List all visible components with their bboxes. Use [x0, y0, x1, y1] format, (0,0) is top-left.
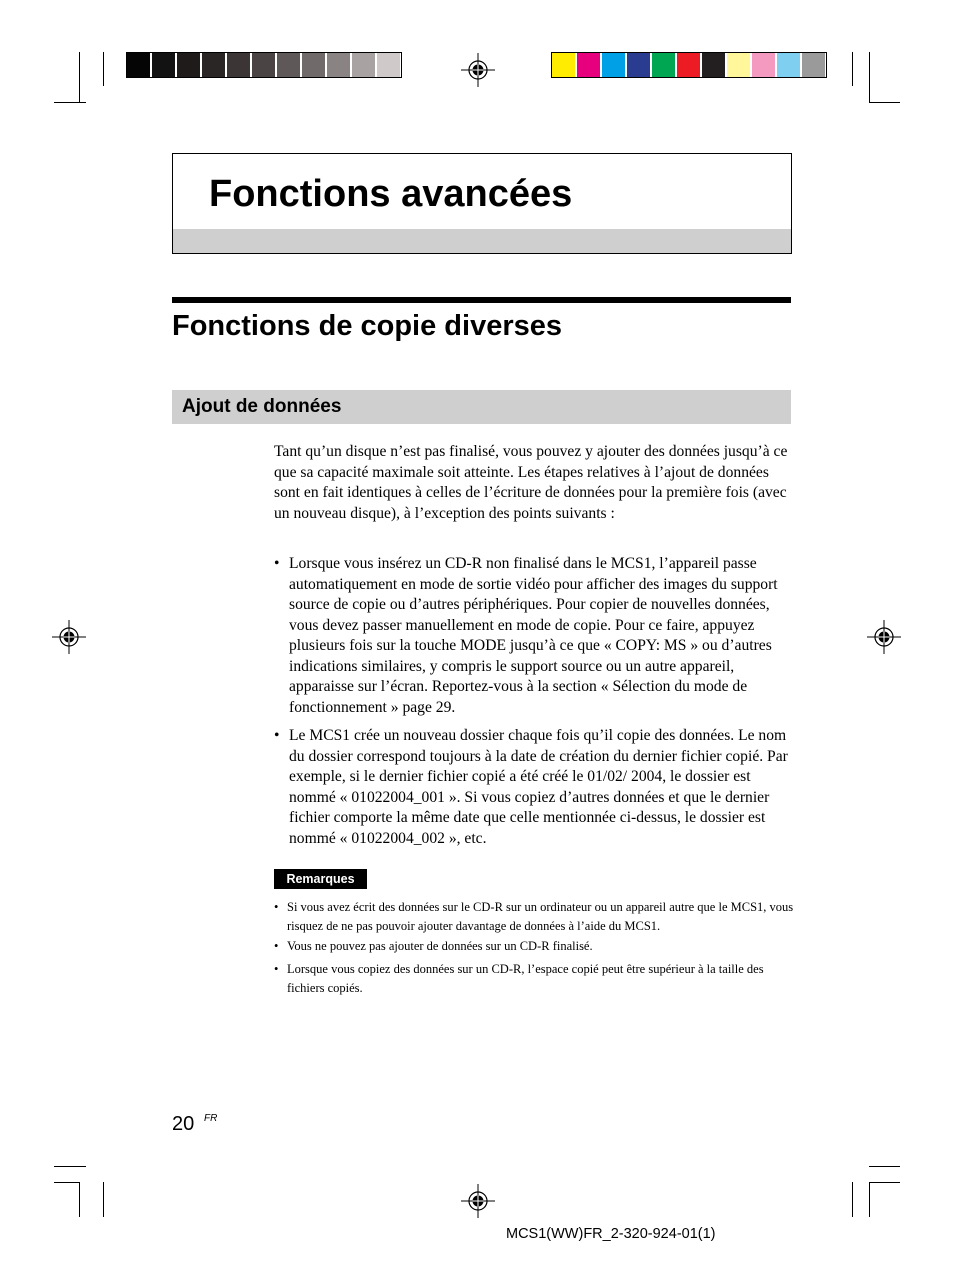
- note-text: Vous ne pouvez pas ajouter de données sur un CD-R finalisé.: [287, 939, 593, 953]
- list-item: [274, 554, 794, 718]
- bullet-icon: •: [274, 727, 280, 744]
- bullet-icon: •: [274, 939, 279, 953]
- color-swatch: [127, 53, 150, 77]
- subsection-title: Ajout de données: [182, 396, 342, 417]
- list-item: [274, 937, 798, 956]
- color-swatch: [577, 53, 600, 77]
- document-code: MCS1(WW)FR_2-320-924-01(1): [506, 1226, 716, 1242]
- color-swatch: [652, 53, 675, 77]
- color-swatch: [252, 53, 275, 77]
- color-swatch: [602, 53, 625, 77]
- intro-paragraph: Tant qu’un disque n’est pas finalisé, vous pouvez y ajouter des données jusqu’à ce que sa capacité maximale soit atteinte. Les étapes relatives à l’ajout de données sont en fait identiques à celles de l’écriture de données pour la première fois (avec un nouveau disque), à l’exception des points suivants :: [274, 443, 788, 522]
- note-text: Lorsque vous copiez des données sur un CD-R, l’espace copié peut être supérieur à la taille des fichiers copiés.: [287, 962, 764, 995]
- notes-list: [274, 960, 798, 997]
- color-swatch: [802, 53, 825, 77]
- chapter-header: [172, 153, 792, 254]
- bullet-icon: •: [274, 962, 279, 976]
- color-swatch: [202, 53, 225, 77]
- page-number: 20: [172, 1113, 195, 1135]
- subsection-header: [172, 390, 791, 424]
- chapter-band: [173, 229, 791, 253]
- page-language: FR: [204, 1113, 218, 1124]
- note-text: Si vous avez écrit des données sur le CD-R sur un ordinateur ou un appareil autre que le MCS1, vous risquez de ne pas pouvoir ajouter davantage de données à l’aide du MCS1.: [287, 900, 794, 933]
- color-swatch: [677, 53, 700, 77]
- registration-mark-icon: [461, 1184, 495, 1218]
- list-item: [274, 726, 794, 849]
- bullet-text: Le MCS1 crée un nouveau dossier chaque fois qu’il copie des données. Le nom du dossier correspond toujours à la date de création du dernier fichier copié. Par exemple, si le dernier fichier copié a été créé le 01/02/ 2004, le dossier est nommé « 01022004_001 ». Si vous copiez d’autres données et que le dernier fichier comporte la même date que celle mentionnée ci-dessus, le dossier est nommé « 01022004_002 », etc.: [289, 727, 788, 847]
- color-swatch: [277, 53, 300, 77]
- registration-mark-icon: [461, 53, 495, 87]
- notes-list: [274, 937, 798, 956]
- color-swatch: [177, 53, 200, 77]
- color-swatch: [627, 53, 650, 77]
- list-item: [274, 898, 798, 935]
- bullet-icon: •: [274, 900, 279, 914]
- registration-mark-icon: [867, 620, 901, 654]
- bullet-list: [274, 726, 794, 849]
- bullet-text: Lorsque vous insérez un CD-R non finalisé dans le MCS1, l’appareil passe automatiquement en mode de sortie vidéo pour afficher des images du support source de copie ou d’autres périphériques. Pour copier de nouvelles données, vous devez passer manuellement en mode de copie. Pour ce faire, appuyez plusieurs fois sur la touche MODE jusqu’à ce que « COPY: MS » ou d’autres indications similaires, y compris le support source ou un autre appareil, apparaisse sur l’écran. Reportez-vous à la section « Sélection du mode de fonctionnement » page 29.: [289, 555, 778, 716]
- color-swatch: [302, 53, 325, 77]
- color-swatch: [552, 53, 575, 77]
- chapter-title: Fonctions avancées: [209, 173, 573, 215]
- list-item: [274, 960, 798, 997]
- color-swatch: [727, 53, 750, 77]
- color-swatch: [777, 53, 800, 77]
- section-title: Fonctions de copie diverses: [172, 310, 562, 342]
- notes-label: Remarques: [274, 869, 367, 889]
- color-swatch: [352, 53, 375, 77]
- registration-mark-icon: [52, 620, 86, 654]
- color-swatch: [752, 53, 775, 77]
- color-swatch: [702, 53, 725, 77]
- color-swatch: [402, 53, 425, 77]
- color-swatch: [377, 53, 400, 77]
- notes-list: [274, 898, 798, 935]
- section-rule: [172, 297, 791, 303]
- bullet-list: [274, 554, 794, 718]
- color-swatch: [227, 53, 250, 77]
- color-swatch: [152, 53, 175, 77]
- color-swatch: [327, 53, 350, 77]
- bullet-icon: •: [274, 555, 280, 572]
